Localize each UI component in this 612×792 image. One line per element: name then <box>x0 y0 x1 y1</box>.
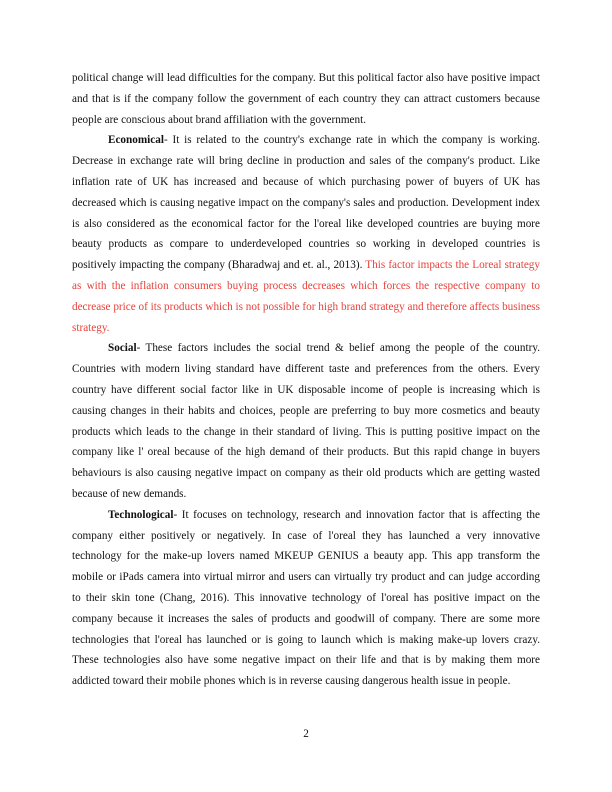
body-text <box>72 68 540 692</box>
heading-social: Social <box>108 342 137 355</box>
paragraph-political-continued <box>72 68 540 130</box>
paragraph-text: - It focuses on technology, research and innovation factor that is affecting the company either positively or negatively. In case of l'oreal they has launched a very innovative technology for the make-up lovers named MKEUP GENIUS a beauty app. This app transform the mobile or iPads camera into virtual mirror and users can virtually try product and can judge according to their skin tone (Chang, 2016). This innovative technology of l'oreal has positive impact on the company because it increases the sales of products and goodwill of company. There are some more technologies that l'oreal has launched or is going to launch which is making make-up lovers crazy. These technologies also have some negative impact on their life and that is by making them more addicted toward their mobile phones which is in reverse causing dangerous health issue in people. <box>72 508 540 688</box>
paragraph-social <box>72 338 540 504</box>
heading-economical: Economical <box>108 134 164 147</box>
paragraph-text: - It is related to the country's exchange rate in which the company is working. Decrease in exchange rate will bring decline in production and sales of the company's product. Like inflation rate of UK has increased and because of which purchasing power of buyers of UK has decreased which is causing negative impact on the company's sales and production. Development index is also considered as the economical factor for the l'oreal like developed countries are buying more beauty products as compare to underdeveloped countries so working in developed countries is positively impacting the company (Bharadwaj and et. al., 2013). <box>72 134 540 272</box>
page-number: 2 <box>303 728 309 740</box>
paragraph-text: - These factors includes the social trend & belief among the people of the country. Countries with modern living standard have different taste and preferences from the others. Every country have different social factor like in UK disposable income of people is increasing which is causing changes in their habits and choices, people are preferring to buy more cosmetics and beauty products which leads to the change in their standard of living. This is putting positive impact on the company like l' oreal because of the high demand of their products. But this rapid change in buyers behaviours is also causing negative impact on company as their old products which are getting wasted because of new demands. <box>72 342 540 500</box>
paragraph-text: political change will lead difficulties for the company. But this political factor also have positive impact and that is if the company follow the government of each country they can attract customers because people are conscious about brand affiliation with the government. <box>72 72 540 126</box>
highlighted-text: This factor impacts the Loreal strategy as with the inflation consumers buying process decreases which forces the respective company to decrease price of its products which is not possible for high brand strategy and therefore affects business strategy. <box>72 259 540 334</box>
paragraph-economical <box>72 130 540 338</box>
heading-technological: Technological <box>108 508 174 521</box>
paragraph-technological <box>72 505 540 692</box>
